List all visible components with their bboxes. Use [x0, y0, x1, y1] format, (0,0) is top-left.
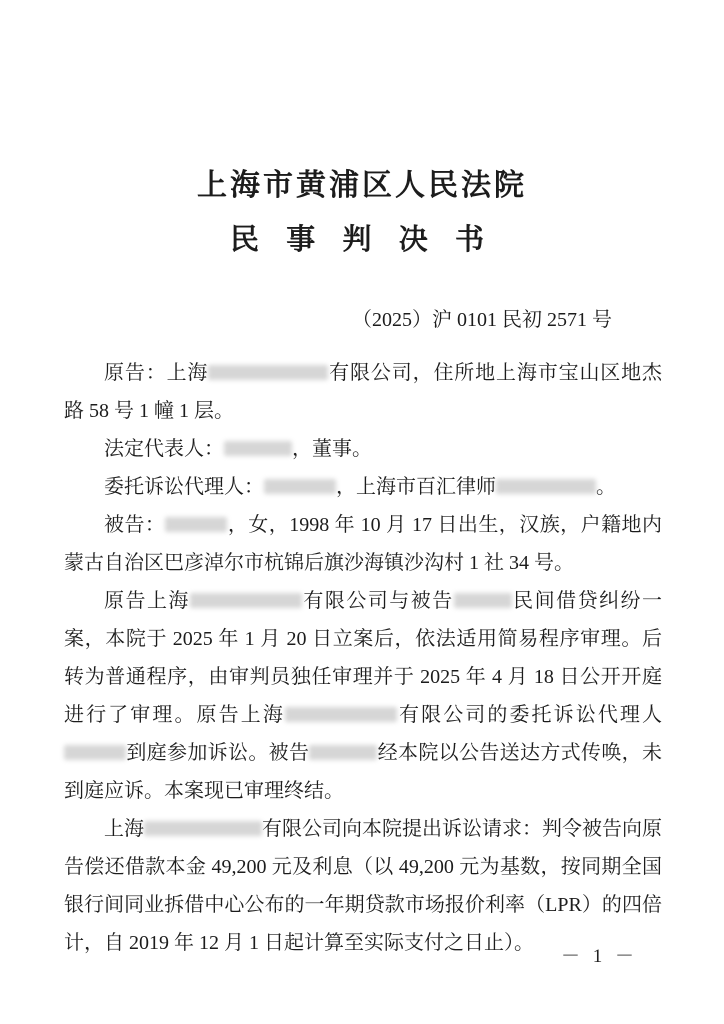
document-type-heading: 民 事 判 决 书 — [229, 224, 494, 256]
judgment-paragraph — [64, 810, 662, 962]
judgment-paragraph — [64, 582, 662, 810]
redacted-text — [309, 745, 377, 760]
paragraph-text: ，女，1998 年 10 月 17 日出生，汉族，户籍地内蒙古自治区巴彦淖尔市杭锦后旗沙海镇沙沟村 1 社 34 号。 — [64, 514, 662, 574]
paragraph-text: 有限公司与被告 — [301, 590, 454, 612]
redacted-text — [454, 593, 512, 608]
paragraph-text: 原告：上海 — [104, 362, 209, 384]
paragraph-text: 有限公司向本院提出诉讼请求：判令被告向原告偿还借款本金 49,200 元及利息（以 49,200 元为基数，按同期全国银行间同业拆借中心公布的一年期贷款市场报价利率（LPR）的四倍计，自 2019 年 12 月 1 日起计算至实际支付之日止）。 — [64, 818, 662, 954]
paragraph-text: 原告上海 — [104, 590, 190, 612]
page-number: － 1 － — [560, 946, 638, 967]
redacted-text — [165, 517, 227, 532]
paragraph-text: 法定代表人： — [104, 438, 224, 460]
case-number: （2025）沪 0101 民初 2571 号 — [352, 309, 612, 331]
paragraph-text: 委托诉讼代理人： — [104, 476, 264, 498]
paragraph-text: 上海 — [104, 818, 144, 840]
redacted-text — [144, 821, 262, 836]
judgment-paragraph — [64, 468, 662, 506]
judgment-paragraph — [64, 354, 662, 430]
paragraph-text: 民间借贷纠纷一案，本院于 2025 年 1 月 20 日立案后，依法适用简易程序审理。后转为普通程序，由审判员独任审理并于 2025 年 4 月 18 日公开开庭进行了审理。原告上海 — [64, 590, 663, 726]
paragraph-text: ，董事。 — [292, 438, 372, 460]
paragraph-text: 有限公司，住所地上海市宝山区地杰路 58 号 1 幢 1 层。 — [64, 362, 663, 422]
judgment-paragraph — [64, 430, 662, 468]
redacted-text — [264, 479, 336, 494]
paragraph-text: 。 — [596, 476, 616, 498]
paragraph-text: 经本院以公告送达方式传唤，未到庭应诉。本案现已审理终结。 — [64, 742, 663, 802]
redacted-text — [64, 745, 126, 760]
redacted-text — [285, 707, 397, 722]
court-name-heading: 上海市黄浦区人民法院 — [197, 169, 527, 202]
judgment-paragraph — [64, 506, 662, 582]
paragraph-text: 有限公司的委托诉讼代理人 — [396, 704, 663, 726]
paragraph-text: 被告： — [104, 514, 166, 536]
judgment-body — [64, 354, 662, 962]
redacted-text — [190, 593, 302, 608]
paragraph-text: 到庭参加诉讼。被告 — [126, 742, 310, 764]
redacted-text — [208, 365, 328, 380]
redacted-text — [224, 441, 292, 456]
redacted-text — [496, 479, 596, 494]
paragraph-text: ，上海市百汇律师 — [336, 476, 496, 498]
